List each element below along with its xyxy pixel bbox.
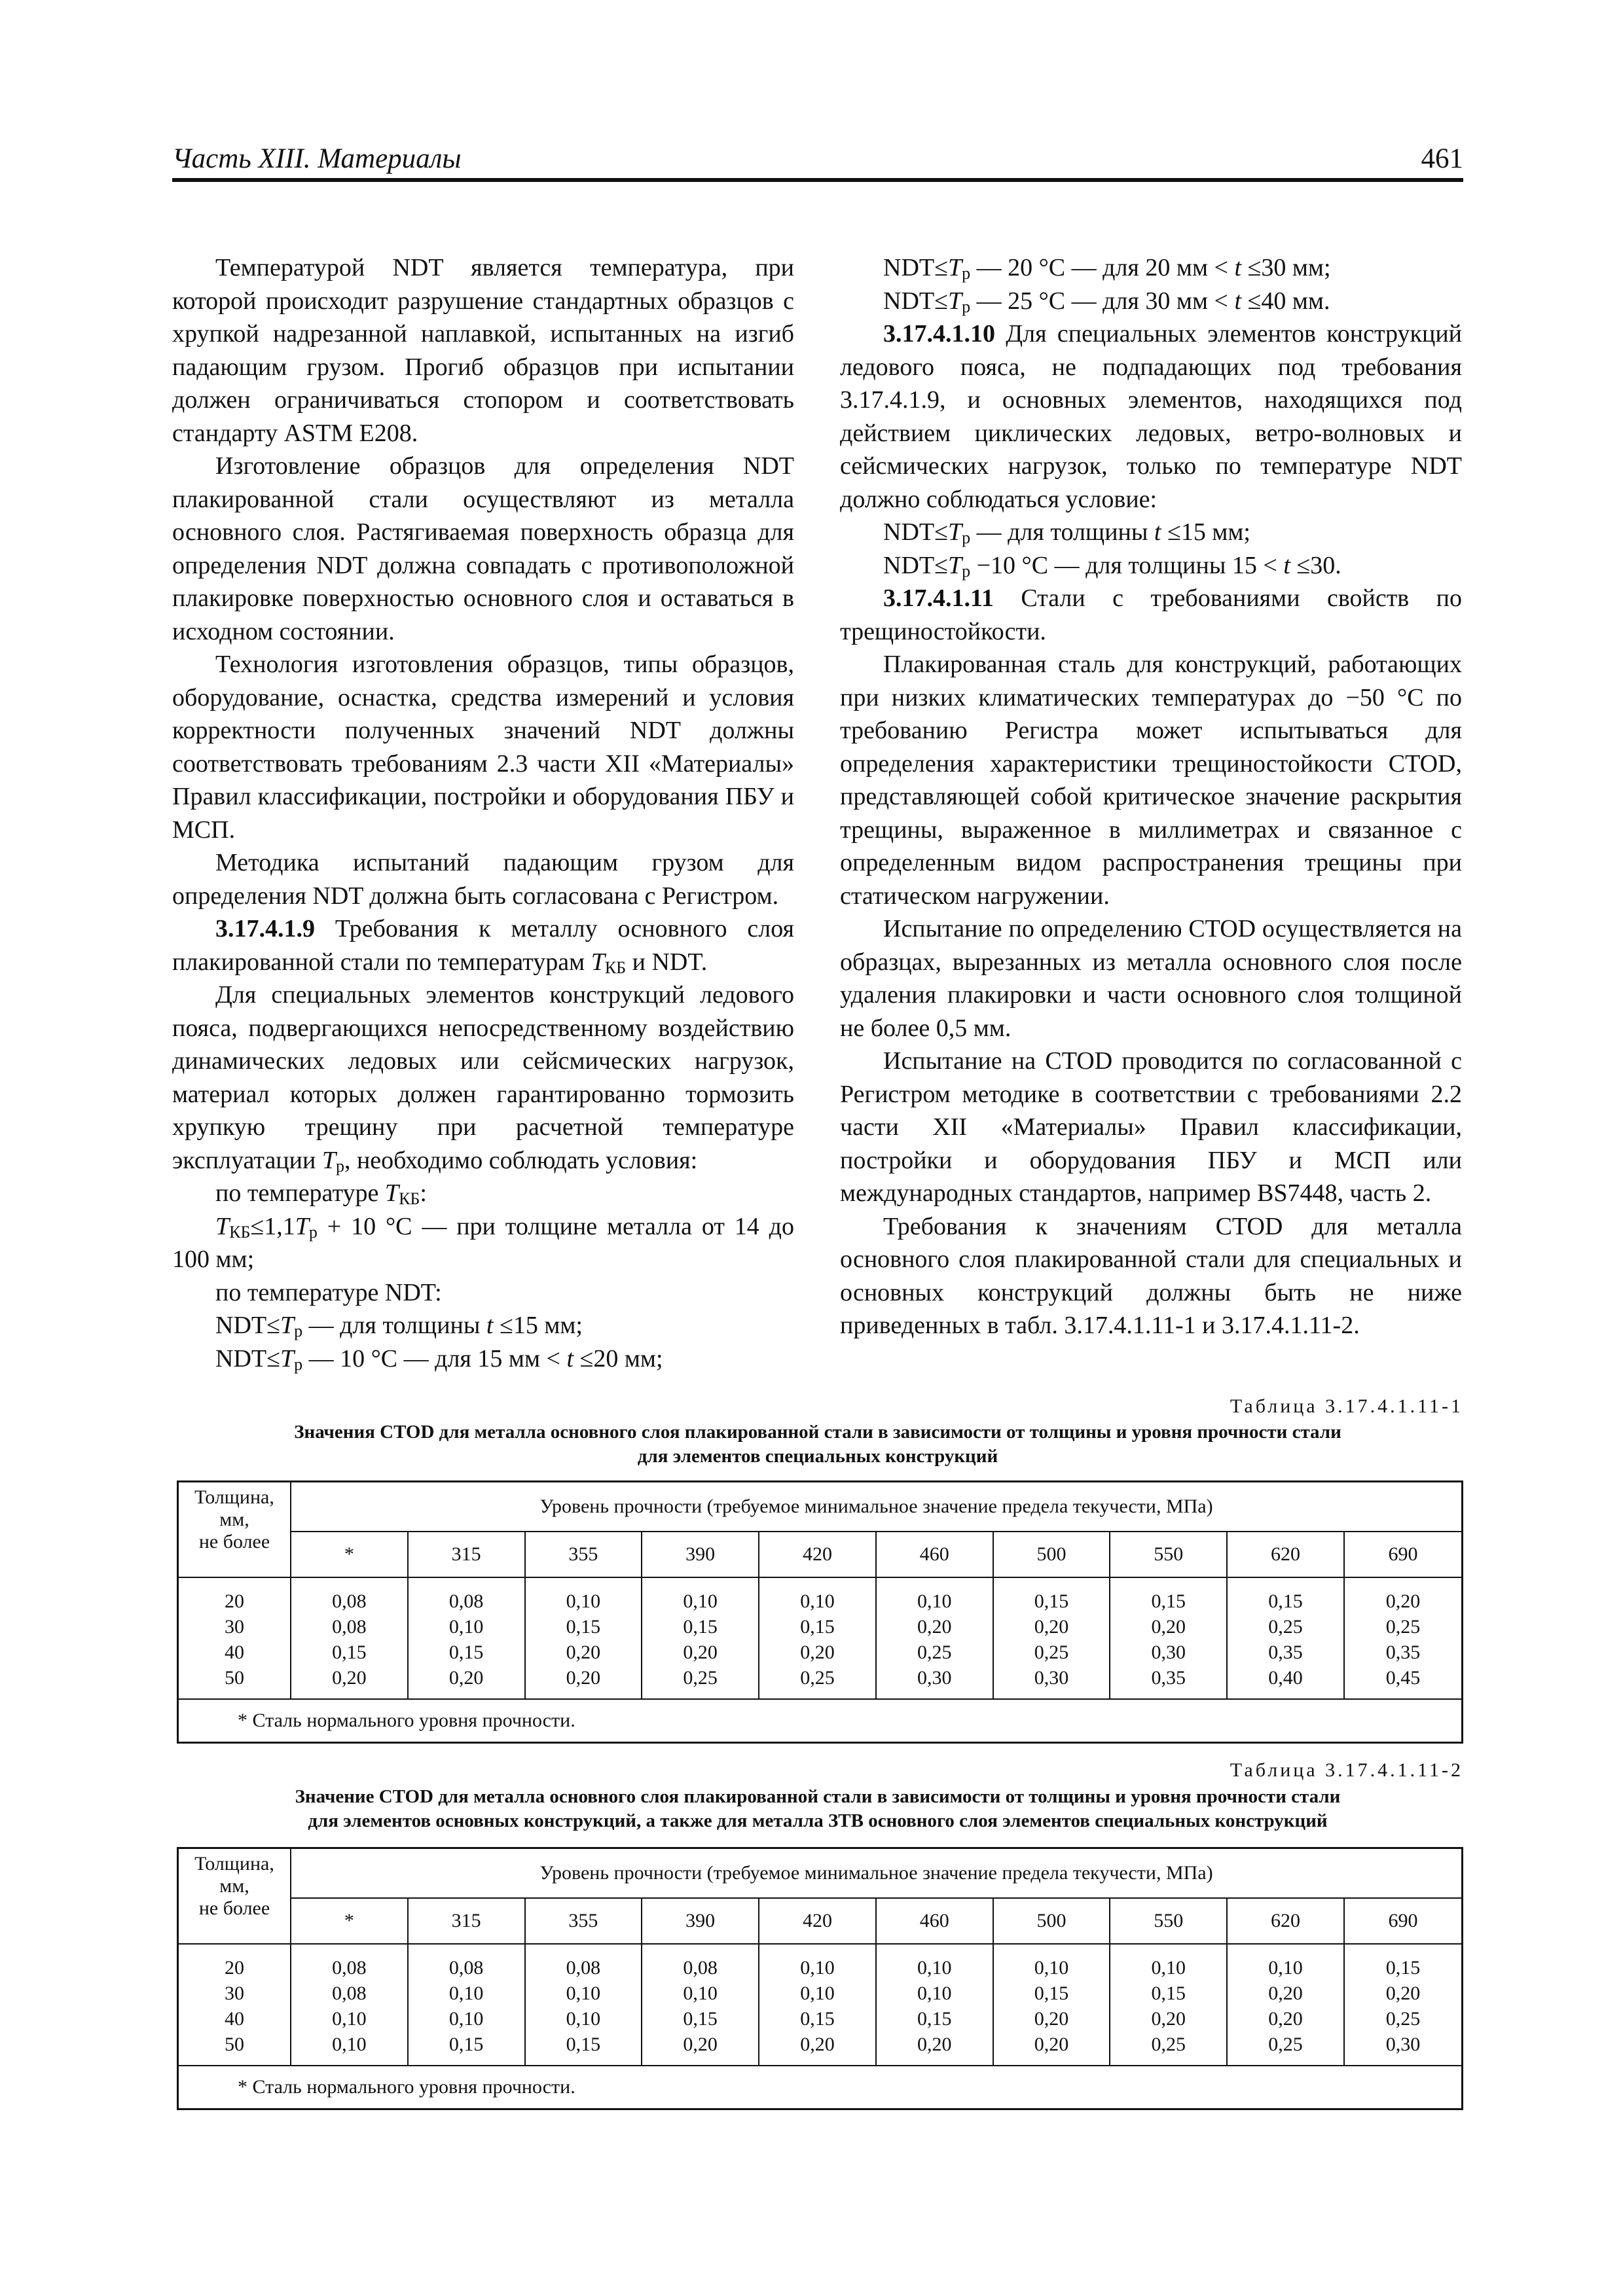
condition-line: $NDT\le T_р$ — 10 °C — для 15 мм < t ≤20 мм; (215, 1344, 663, 1374)
table-cell: 0,15 (1151, 1590, 1186, 1612)
table-cell: 0,15 (1268, 1590, 1303, 1612)
value-column (759, 1577, 876, 1699)
table-cell: 0,15 (566, 2034, 601, 2055)
clause-number: 3.17.4.1.10 (883, 320, 995, 348)
value-column (642, 1944, 759, 2066)
table-cell: 0,15 (683, 1616, 718, 1638)
table-cell: 0,15 (917, 2008, 952, 2030)
table-cell: 0,25 (1268, 1616, 1303, 1638)
column-header: 550 (1110, 1532, 1227, 1577)
table-cell: 0,20 (448, 1667, 484, 1689)
table-cell: 0,15 (1151, 1982, 1186, 2004)
table-cell: 0,20 (1034, 2008, 1069, 2030)
table-cell: 0,10 (332, 2008, 367, 2030)
table-cell: 0,25 (1268, 2034, 1303, 2055)
table-cell: 0,35 (1151, 1667, 1186, 1689)
value-column (525, 1944, 642, 2066)
table-cell: 0,15 (448, 1641, 484, 1663)
table-cell: 0,25 (917, 1641, 952, 1663)
value-column (408, 1944, 525, 2066)
table-cell: 0,08 (332, 1616, 367, 1638)
table-cell: 0,10 (800, 1982, 835, 2004)
table-data (178, 1577, 1463, 1699)
table-cell: 0,30 (1385, 2034, 1421, 2055)
table-cell: 0,10 (448, 2008, 484, 2030)
thickness-values (178, 1577, 291, 1699)
table-cell: 0,25 (683, 1667, 718, 1689)
column-header: * (291, 1532, 408, 1577)
table-cell: 0,25 (1151, 2034, 1186, 2055)
thickness-cell: 50 (225, 2034, 244, 2055)
right-text-column (840, 251, 1462, 1342)
strength-level-header: Уровень прочности (требуемое минимальное значение предела текучести, МПа) (291, 1482, 1463, 1532)
left-text-column (172, 251, 794, 1375)
column-header: 550 (1110, 1898, 1227, 1944)
paragraph: Требования к значениям CTOD для металла основного слоя плакированной стали для специальных и основных конструкций должны быть не ниже приведенных в табл. 3.17.4.1.11-1 и 3.17.4.1.11-2. (840, 1212, 1462, 1339)
table-cell: 0,20 (683, 2034, 718, 2055)
table-cell: 0,10 (917, 1982, 952, 2004)
table-cell: 0,20 (683, 1641, 718, 1663)
condition-line: $NDT\le T_р$ — для толщины t ≤15 мм; (883, 518, 1250, 547)
table-footnote: * Сталь нормального уровня прочности. (178, 2066, 1463, 2109)
table-cell: 0,15 (332, 1641, 367, 1663)
table-cell: 0,35 (1385, 1641, 1421, 1663)
table-cell: 0,10 (448, 1616, 484, 1638)
value-column (408, 1577, 525, 1699)
paragraph: Технология изготовления образцов, типы образцов, оборудование, оснастка, средства измерений и условия корректности полученных значений NDT должны соответствовать требованиям 2.3 части XII «Материалы» Правил классификации, постройки и оборудования ПБУ и МСП. (172, 651, 794, 844)
paragraph: Для специальных элементов конструкций ледового пояса, подвергающихся непосредственному воздействию динамических ледовых или сейсмических нагрузок, материал которых должен гарантированно тормозить хрупкую трещину при расчетной температуре эксплуатации $T_р$, необходимо соблюдать условия: (172, 981, 794, 1175)
strength-level-header: Уровень прочности (требуемое минимальное значение предела текучести, МПа) (291, 1848, 1463, 1899)
paragraph: Температурой NDT является температура, при которой происходит разрушение стандартных образцов с хрупкой надрезанной наплавкой, испытанных на изгиб падающим грузом. Прогиб образцов при испытании должен ограничиваться стопором и соответствовать стандарту ASTM E208. (172, 254, 794, 447)
table-cell: 0,20 (566, 1667, 601, 1689)
paragraph: Методика испытаний падающим грузом для определения NDT должна быть согласована с Регистром. (172, 849, 794, 910)
table-cell: 0,08 (332, 1957, 367, 1979)
table-cell: 0,15 (448, 2034, 484, 2055)
clause-number: 3.17.4.1.11 (883, 584, 994, 612)
table-cell: 0,20 (1151, 2008, 1186, 2030)
table-cell: 0,10 (566, 1982, 601, 2004)
table2-caption: Значение CTOD для металла основного слоя плакированной стали в зависимости от толщины и уровня прочности стали для элементов основных конструкций, а также для металла ЗТВ основного слоя элементов специальных конструкций (295, 1786, 1341, 1831)
table-cell: 0,10 (1034, 1957, 1069, 1979)
table-cell: 0,08 (332, 1982, 367, 2004)
table-cell: 0,10 (683, 1982, 718, 2004)
ctod-table-special (177, 1480, 1463, 1744)
table-cell: 0,15 (683, 2008, 718, 2030)
thickness-values (178, 1944, 291, 2066)
column-header: * (291, 1898, 408, 1944)
table-cell: 0,25 (800, 1667, 835, 1689)
column-header: 315 (408, 1532, 525, 1577)
thickness-cell: 20 (225, 1957, 244, 1979)
column-header: 500 (993, 1898, 1110, 1944)
value-column (1110, 1577, 1227, 1699)
clause-3-17-4-1-11: 3.17.4.1.11 Стали с требованиями свойств по трещиностойкости. (840, 584, 1462, 645)
table-cell: 0,08 (332, 1590, 367, 1612)
table-cell: 0,10 (917, 1957, 952, 1979)
column-header: 315 (408, 1898, 525, 1944)
table-cell: 0,15 (800, 1616, 835, 1638)
value-column (1344, 1944, 1463, 2066)
table-cell: 0,40 (1268, 1667, 1303, 1689)
column-header: 620 (1227, 1898, 1344, 1944)
clause-3-17-4-1-10: 3.17.4.1.10 Для специальных элементов конструкций ледового пояса, не подпадающих под требования 3.17.4.1.9, и основных элементов, находящихся под действием циклических ледовых, ветро-волновых и сейсмических нагрузок, только по температуре NDT должно соблюдаться условие: (840, 320, 1462, 513)
paragraph: Плакированная сталь для конструкций, работающих при низких климатических температурах до −50 °C по требованию Регистра может испытываться для определения характеристики трещиностойкости CTOD, представляющей собой критическое значение раскрытия трещины, выраженное в миллиметрах и связанное с определенным видом распространения трещины при статическом нагружении. (840, 651, 1462, 910)
table-cell: 0,20 (800, 2034, 835, 2055)
table-cell: 0,20 (1385, 1590, 1421, 1612)
clause-3-17-4-1-9: 3.17.4.1.9 Требования к металлу основного слоя плакированной стали по температурам $T_{КБ}$ и NDT. (172, 915, 794, 977)
table-cell: 0,20 (1385, 1982, 1421, 2004)
column-header: 690 (1344, 1532, 1463, 1577)
table-cell: 0,20 (1268, 1982, 1303, 2004)
table1-label: Таблица 3.17.4.1.11-1 (1230, 1395, 1463, 1417)
page-number: 461 (1421, 143, 1463, 174)
value-column (1227, 1944, 1344, 2066)
table1-caption: Значения CTOD для металла основного слоя плакированной стали в зависимости от толщины и уровня прочности стали для элементов специальных конструкций (294, 1422, 1341, 1467)
condition-line: $T_{КБ}\le 1,1T_р + 10$ °C — при толщине металла от 14 до 100 мм; (172, 1212, 794, 1273)
table-cell: 0,10 (683, 1590, 718, 1612)
table-cell: 0,08 (448, 1590, 484, 1612)
table-cell: 0,20 (917, 1616, 952, 1638)
value-column (876, 1577, 993, 1699)
value-column (876, 1944, 993, 2066)
header-rule (172, 178, 1463, 182)
paragraph: Испытание по определению CTOD осуществляется на образцах, вырезанных из металла основного слоя после удаления плакировки и части основного слоя толщиной не более 0,5 мм. (840, 915, 1462, 1042)
column-header: 420 (759, 1532, 876, 1577)
table-cell: 0,20 (1268, 2008, 1303, 2030)
table2-label: Таблица 3.17.4.1.11-2 (1230, 1759, 1463, 1781)
value-column (759, 1944, 876, 2066)
table-cell: 0,30 (1034, 1667, 1069, 1689)
column-header: 390 (642, 1532, 759, 1577)
table-cell: 0,10 (448, 1982, 484, 2004)
thickness-cell: 40 (225, 2008, 244, 2030)
table-cell: 0,20 (917, 2034, 952, 2055)
column-header: 390 (642, 1898, 759, 1944)
thickness-cell: 40 (225, 1641, 244, 1663)
table-cell: 0,10 (566, 1590, 601, 1612)
condition-line: по температуре NDT: (215, 1278, 442, 1306)
column-header: 355 (525, 1532, 642, 1577)
running-header (172, 143, 1463, 181)
table-cell: 0,25 (1385, 2008, 1421, 2030)
table-cell: 0,10 (800, 1957, 835, 1979)
clause-number: 3.17.4.1.9 (215, 915, 315, 942)
table-cell: 0,20 (1034, 1616, 1069, 1638)
value-column (993, 1577, 1110, 1699)
table-cell: 0,15 (566, 1616, 601, 1638)
value-column (1344, 1577, 1463, 1699)
condition-line: $NDT\le T_р$ — 20 °C — для 20 мм < t ≤30 мм; (883, 254, 1331, 283)
value-column (993, 1944, 1110, 2066)
paragraph: Испытание на CTOD проводится по согласованной с Регистром методике в соответствии с требованиями 2.2 части XII «Материалы» Правил классификации, постройки и оборудования ПБУ и МСП или международных стандартов, например BS7448, часть 2. (840, 1047, 1462, 1207)
table-cell: 0,10 (1151, 1957, 1186, 1979)
ctod-table-main (177, 1847, 1463, 2110)
condition-line: $NDT\le T_р$ — для толщины t ≤15 мм; (215, 1312, 583, 1340)
table-cell: 0,45 (1385, 1667, 1421, 1689)
table-cell: 0,10 (917, 1590, 952, 1612)
table-cell: 0,15 (1034, 1982, 1069, 2004)
column-header-row (178, 1898, 1463, 1944)
condition-line: $NDT\le T_р$ — 25 °C — для 30 мм < t ≤40 мм. (883, 287, 1330, 316)
column-header: 420 (759, 1898, 876, 1944)
table-cell: 0,30 (1151, 1641, 1186, 1663)
thickness-header: Толщина, мм, не более (178, 1848, 291, 1945)
column-header-row (178, 1532, 1463, 1577)
table-cell: 0,10 (566, 2008, 601, 2030)
section-title: Часть XIII. Материалы (172, 143, 462, 174)
column-header: 500 (993, 1532, 1110, 1577)
table-cell: 0,10 (1268, 1957, 1303, 1979)
column-header: 690 (1344, 1898, 1463, 1944)
value-column (1110, 1944, 1227, 2066)
thickness-cell: 50 (225, 1667, 244, 1689)
value-column (291, 1944, 408, 2066)
table-cell: 0,15 (800, 2008, 835, 2030)
value-column (525, 1577, 642, 1699)
table-cell: 0,30 (917, 1667, 952, 1689)
table-cell: 0,08 (448, 1957, 484, 1979)
table-cell: 0,20 (566, 1641, 601, 1663)
table-footnote: * Сталь нормального уровня прочности. (178, 1699, 1463, 1743)
thickness-cell: 20 (225, 1590, 244, 1612)
table-cell: 0,35 (1268, 1641, 1303, 1663)
paragraph: Изготовление образцов для определения NDT плакированной стали осуществляют из металла основного слоя. Растягиваемая поверхность образца для определения NDT должна совпадать с противоположной плакировке поверхностью основного слоя и оставаться в исходном состоянии. (172, 452, 794, 645)
table-cell: 0,08 (683, 1957, 718, 1979)
column-header: 620 (1227, 1532, 1344, 1577)
value-column (291, 1577, 408, 1699)
table-cell: 0,15 (1385, 1957, 1421, 1979)
condition-line: по температуре $T_{КБ}$: (215, 1179, 427, 1208)
table-cell: 0,08 (566, 1957, 601, 1979)
thickness-cell: 30 (225, 1982, 244, 2004)
condition-line: $NDT\le T_р -10$ °C — для толщины 15 < t ≤30. (883, 551, 1341, 581)
column-header: 460 (876, 1898, 993, 1944)
thickness-header: Толщина, мм, не более (178, 1482, 291, 1578)
table-cell: 0,20 (800, 1641, 835, 1663)
table-data (178, 1944, 1463, 2066)
thickness-cell: 30 (225, 1616, 244, 1638)
column-header: 355 (525, 1898, 642, 1944)
table-cell: 0,10 (800, 1590, 835, 1612)
table-cell: 0,25 (1385, 1616, 1421, 1638)
value-column (1227, 1577, 1344, 1699)
table-cell: 0,20 (1034, 2034, 1069, 2055)
table-cell: 0,20 (332, 1667, 367, 1689)
table-cell: 0,10 (332, 2034, 367, 2055)
column-header: 460 (876, 1532, 993, 1577)
table-cell: 0,25 (1034, 1641, 1069, 1663)
value-column (642, 1577, 759, 1699)
table-cell: 0,20 (1151, 1616, 1186, 1638)
table-cell: 0,15 (1034, 1590, 1069, 1612)
